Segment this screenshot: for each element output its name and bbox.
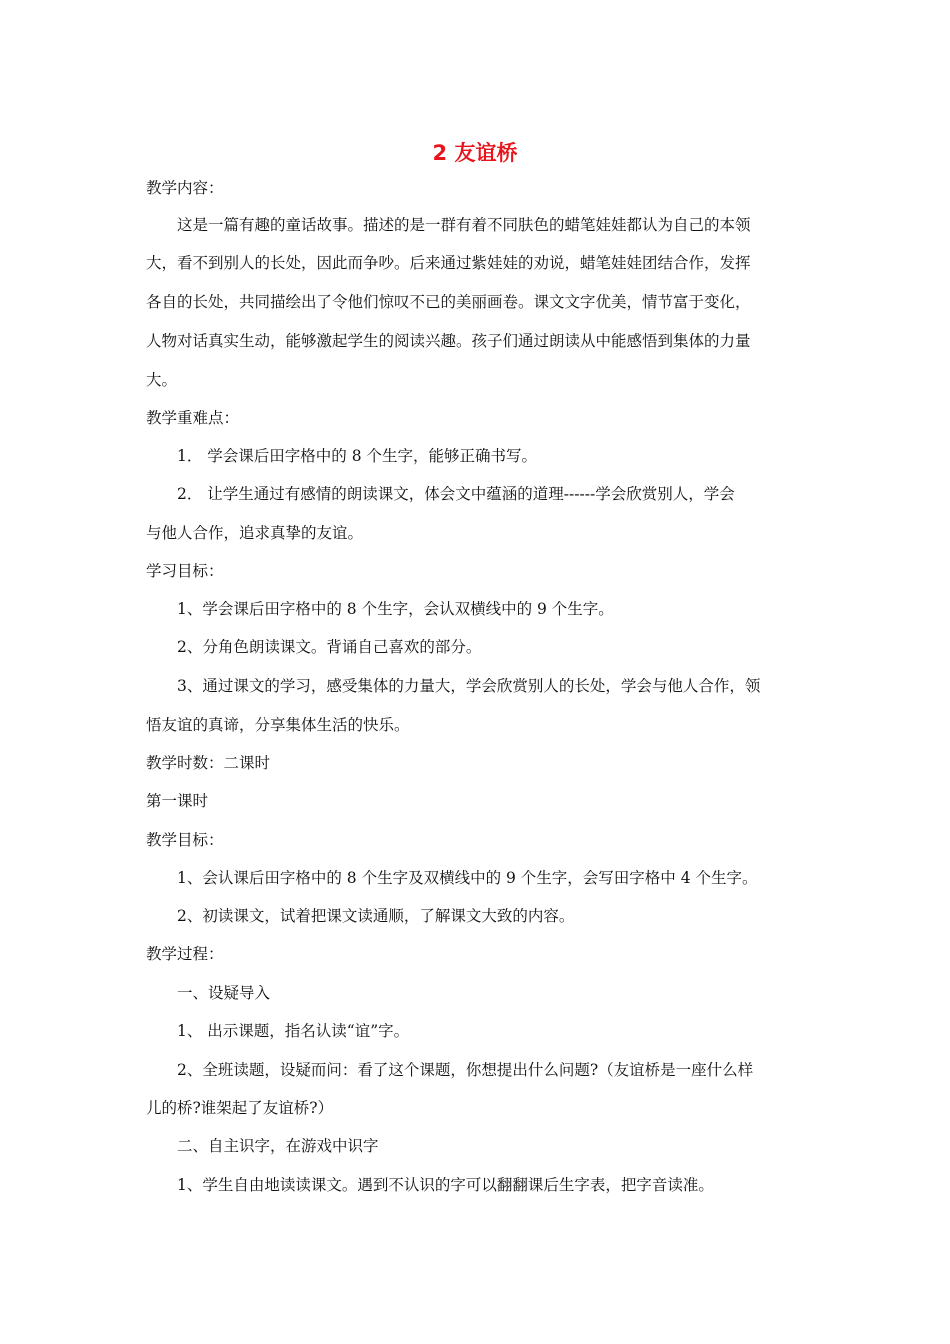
list-item: 1． 学会课后田字格中的 8 个生字，能够正确书写。 [177,447,538,465]
list-item: 1、学生自由地读读课文。遇到不认识的字可以翻翻课后生字表，把字音读准。 [177,1176,714,1194]
paragraph-line: 人物对话真实生动，能够激起学生的阅读兴趣。孩子们通过朗读从中能感悟到集体的力量 [146,332,751,350]
heading-learning-goals: 学习目标： [146,562,224,580]
heading-first-lesson: 第一课时 [146,792,209,810]
heading-teaching-process: 教学过程： [146,945,224,963]
list-item: 2． 让学生通过有感情的朗读课文，体会文中蕴涵的道理------学会欣赏别人，学会 [177,485,735,503]
list-item: 2、初读课文，试着把课文读通顺，了解课文大致的内容。 [177,907,575,925]
section-heading: 二、自主识字，在游戏中识字 [177,1137,379,1155]
list-item-continuation: 与他人合作，追求真挚的友谊。 [146,524,364,542]
heading-class-hours: 教学时数：二课时 [146,754,271,772]
list-item: 2、全班读题，设疑而问：看了这个课题，你想提出什么问题?（友谊桥是一座什么样 [177,1061,754,1079]
paragraph-line: 大，看不到别人的长处，因此而争吵。后来通过紫娃娃的劝说，蜡笔娃娃团结合作，发挥 [146,254,751,272]
paragraph-line: 这是一篇有趣的童话故事。描述的是一群有着不同肤色的蜡笔娃娃都认为自己的本领 [177,216,751,234]
heading-key-difficulties: 教学重难点： [146,409,240,427]
heading-teaching-goals: 教学目标： [146,831,224,849]
paragraph-line: 各自的长处，共同描绘出了令他们惊叹不已的美丽画卷。课文文字优美，情节富于变化， [146,293,751,311]
list-item: 1、会认课后田字格中的 8 个生字及双横线中的 9 个生字，会写田字格中 4 个生字。 [177,869,758,887]
heading-teaching-content: 教学内容： [146,179,224,197]
list-item: 1、 出示课题，指名认读“谊”字。 [177,1022,410,1040]
paragraph-line: 大。 [146,371,178,389]
list-item-continuation: 儿的桥?谁架起了友谊桥?） [146,1099,334,1117]
document-title: 2 友谊桥 [432,141,518,165]
list-item: 2、分角色朗读课文。背诵自己喜欢的部分。 [177,638,482,656]
list-item: 3、通过课文的学习，感受集体的力量大，学会欣赏别人的长处，学会与他人合作，领 [177,677,761,695]
list-item-continuation: 悟友谊的真谛，分享集体生活的快乐。 [146,716,410,734]
section-heading: 一、设疑导入 [177,984,271,1002]
list-item: 1、学会课后田字格中的 8 个生字，会认双横线中的 9 个生字。 [177,600,614,618]
